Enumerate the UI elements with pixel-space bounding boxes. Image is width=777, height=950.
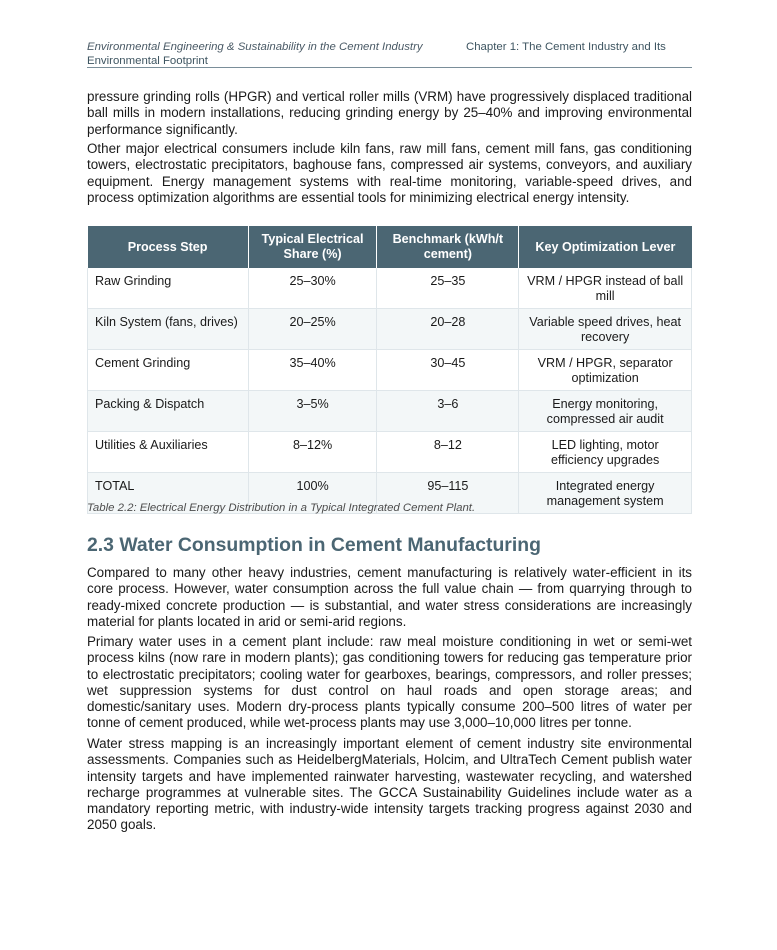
table-cell: 30–45 <box>377 350 519 391</box>
body-paragraph-grinding: pressure grinding rolls (HPGR) and vertical roller mills (VRM) have progressively displaced traditional ball mills in modern installations, reducing grinding energy by 25–40% and improving environmental performance significantly. <box>87 89 692 137</box>
table-cell: 20–25% <box>248 309 377 350</box>
table-cell: 25–30% <box>248 268 377 309</box>
table-cell: 3–6 <box>377 391 519 432</box>
table-cell: Integrated energy management system <box>519 473 692 514</box>
body-paragraph-water-uses: Primary water uses in a cement plant include: raw meal moisture conditioning in wet or semi-wet process kilns (now rare in modern plants); gas conditioning towers for reducing gas temperature prior to electrostatic precipitators; cooling water for gearboxes, bearings, compressors, and roller presses; wet suppression systems for dust control on haul roads and open storage areas; and domestic/sanitary uses. Modern dry-process plants typically consume 200–500 litres of water per tonne of cement produced, while wet-process plants may use 3,000–10,000 litres per tonne. <box>87 634 692 731</box>
running-header <box>87 38 692 66</box>
table-cell: 8–12% <box>248 432 377 473</box>
table-cell: Cement Grinding <box>88 350 249 391</box>
table-row <box>88 309 692 350</box>
table-cell: 20–28 <box>377 309 519 350</box>
table-header-row <box>88 226 692 268</box>
table-row <box>88 350 692 391</box>
table-cell: VRM / HPGR instead of ball mill <box>519 268 692 309</box>
col-header-optimization-lever: Key Optimization Lever <box>519 226 692 268</box>
table-cell: TOTAL <box>88 473 249 514</box>
table-cell: Variable speed drives, heat recovery <box>519 309 692 350</box>
table-cell: 3–5% <box>248 391 377 432</box>
body-paragraph-water-stress: Water stress mapping is an increasingly important element of cement industry site environmental assessments. Companies such as HeidelbergMaterials, Holcim, and UltraTech Cement publish water intensity targets and have implemented rainwater harvesting, wastewater recycling, and watershed recharge programmes at vulnerable sites. The GCCA Sustainability Guidelines include water as a mandatory reporting metric, with industry-wide intensity targets tracking progress against 2030 and 2050 goals. <box>87 736 692 833</box>
chapter-title: Chapter 1: The Cement Industry and Its <box>466 41 666 53</box>
col-header-electrical-share: Typical Electrical Share (%) <box>248 226 377 268</box>
table-cell: VRM / HPGR, separator optimization <box>519 350 692 391</box>
table-cell: Kiln System (fans, drives) <box>88 309 249 350</box>
section-heading: 2.3 Water Consumption in Cement Manufacturing <box>87 534 541 556</box>
table-cell: 35–40% <box>248 350 377 391</box>
table-cell: LED lighting, motor efficiency upgrades <box>519 432 692 473</box>
table-cell: Utilities & Auxiliaries <box>88 432 249 473</box>
col-header-benchmark: Benchmark (kWh/t cement) <box>377 226 519 268</box>
table-row <box>88 391 692 432</box>
table-cell: Energy monitoring, compressed air audit <box>519 391 692 432</box>
body-paragraph-electrical-consumers: Other major electrical consumers include kiln fans, raw mill fans, cement mill fans, gas conditioning towers, electrostatic precipitators, baghouse fans, compressed air systems, conveyors, and auxiliary equipment. Energy management systems with real-time monitoring, variable-speed drives, and process optimization algorithms are essential tools for minimizing electrical energy intensity. <box>87 141 692 205</box>
table-cell: Packing & Dispatch <box>88 391 249 432</box>
chapter-title-continued: Environmental Footprint <box>87 55 208 67</box>
table-cell: 8–12 <box>377 432 519 473</box>
electrical-energy-table <box>87 226 692 514</box>
table-cell: Raw Grinding <box>88 268 249 309</box>
table-cell: 25–35 <box>377 268 519 309</box>
col-header-process-step: Process Step <box>88 226 249 268</box>
table-row <box>88 432 692 473</box>
table-cell: 100% <box>248 473 377 514</box>
table-caption: Table 2.2: Electrical Energy Distribution in a Typical Integrated Cement Plant. <box>87 502 476 514</box>
table-row <box>88 268 692 309</box>
table-cell: 95–115 <box>377 473 519 514</box>
header-rule <box>87 67 692 68</box>
book-title: Environmental Engineering & Sustainability in the Cement Industry <box>87 41 423 53</box>
body-paragraph-water-intro: Compared to many other heavy industries, cement manufacturing is relatively water-efficient in its core process. However, water consumption across the full value chain — from quarrying through to ready-mixed concrete production — is substantial, and water stress considerations are increasingly material for plants located in arid or semi-arid regions. <box>87 565 692 629</box>
